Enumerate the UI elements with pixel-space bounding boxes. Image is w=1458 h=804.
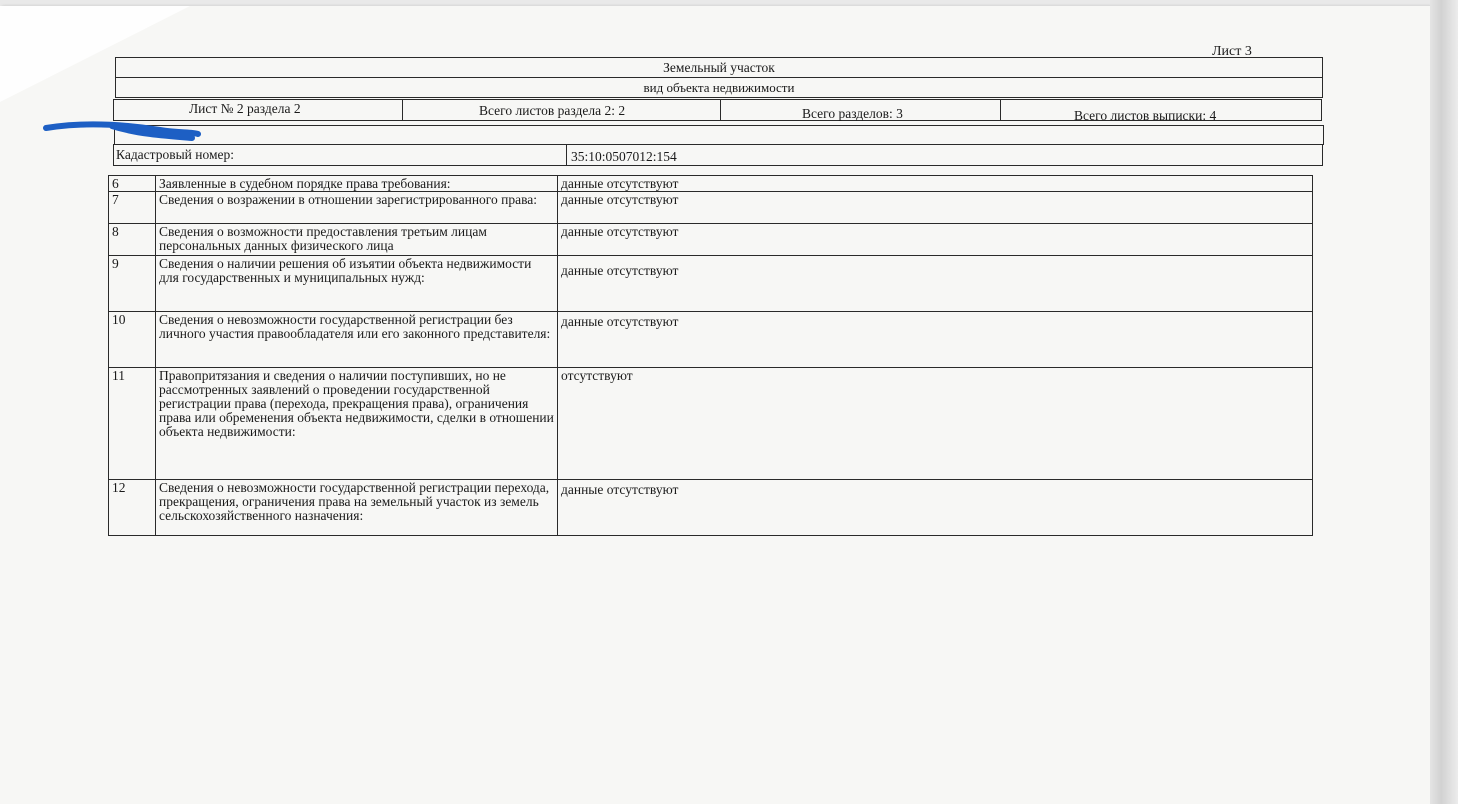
row-number: 7 (109, 192, 156, 224)
total-section-sheets: Всего листов раздела 2: 2 (479, 103, 626, 118)
sheet-section: Лист № 2 раздела 2 (189, 101, 301, 116)
object-kind: вид объекта недвижимости (643, 80, 795, 95)
sheet-info-row (113, 99, 1322, 121)
row-label: Сведения о невозможности государственной регистрации без личного участия правообладателя или его законного представителя: (156, 312, 558, 368)
divider (566, 145, 567, 165)
table-row (109, 176, 1313, 192)
table-row (109, 256, 1313, 312)
divider (1000, 100, 1001, 120)
cadastral-number: 35:10:0507012:154 (571, 149, 677, 164)
row-value: данные отсутствуют (558, 480, 1313, 536)
rights-table (108, 175, 1313, 536)
divider (402, 100, 403, 120)
row-value: данные отсутствуют (558, 224, 1313, 256)
row-label: Правопритязания и сведения о наличии поступивших, но не рассмотренных заявлений о проведении государственной регистрации права (перехода, прекращения права), ограничения права или обременения объекта недвижимости, сделки в отношении объекта недвижимости: (156, 368, 558, 480)
row-number: 11 (109, 368, 156, 480)
row-label: Сведения о возможности предоставления третьим лицам персональных данных физического лица (156, 224, 558, 256)
sheet-number: Лист 3 (1212, 44, 1252, 59)
page-edge (1430, 0, 1458, 804)
total-sections: Всего разделов: 3 (802, 106, 903, 121)
table-row (109, 224, 1313, 256)
table-row (109, 192, 1313, 224)
table-row (109, 368, 1313, 480)
total-extract-sheets: Всего листов выписки: 4 (1074, 108, 1217, 123)
pen-mark (42, 120, 202, 142)
object-name: Земельный участок (663, 60, 775, 75)
table-row (109, 312, 1313, 368)
row-number: 9 (109, 256, 156, 312)
object-name-box (115, 57, 1323, 78)
row-value: данные отсутствуют (558, 312, 1313, 368)
row-number: 10 (109, 312, 156, 368)
cadastral-row (113, 144, 1323, 166)
row-value: данные отсутствуют (558, 192, 1313, 224)
row-label: Сведения о возражении в отношении зарегистрированного права: (156, 192, 558, 224)
row-number: 8 (109, 224, 156, 256)
row-value: данные отсутствуют (558, 176, 1313, 192)
divider (720, 100, 721, 120)
table-row (109, 480, 1313, 536)
row-label: Заявленные в судебном порядке права требования: (156, 176, 558, 192)
row-label: Сведения о наличии решения об изъятии объекта недвижимости для государственных и муниципальных нужд: (156, 256, 558, 312)
row-number: 12 (109, 480, 156, 536)
cadastral-label: Кадастровый номер: (116, 147, 235, 162)
object-kind-box (115, 77, 1323, 98)
row-label: Сведения о невозможности государственной регистрации перехода, прекращения, ограничения права на земельный участок из земель сельскохозяйственного назначения: (156, 480, 558, 536)
row-value: данные отсутствуют (558, 256, 1313, 312)
row-number: 6 (109, 176, 156, 192)
spacer-box (114, 125, 1324, 145)
row-value: отсутствуют (558, 368, 1313, 480)
